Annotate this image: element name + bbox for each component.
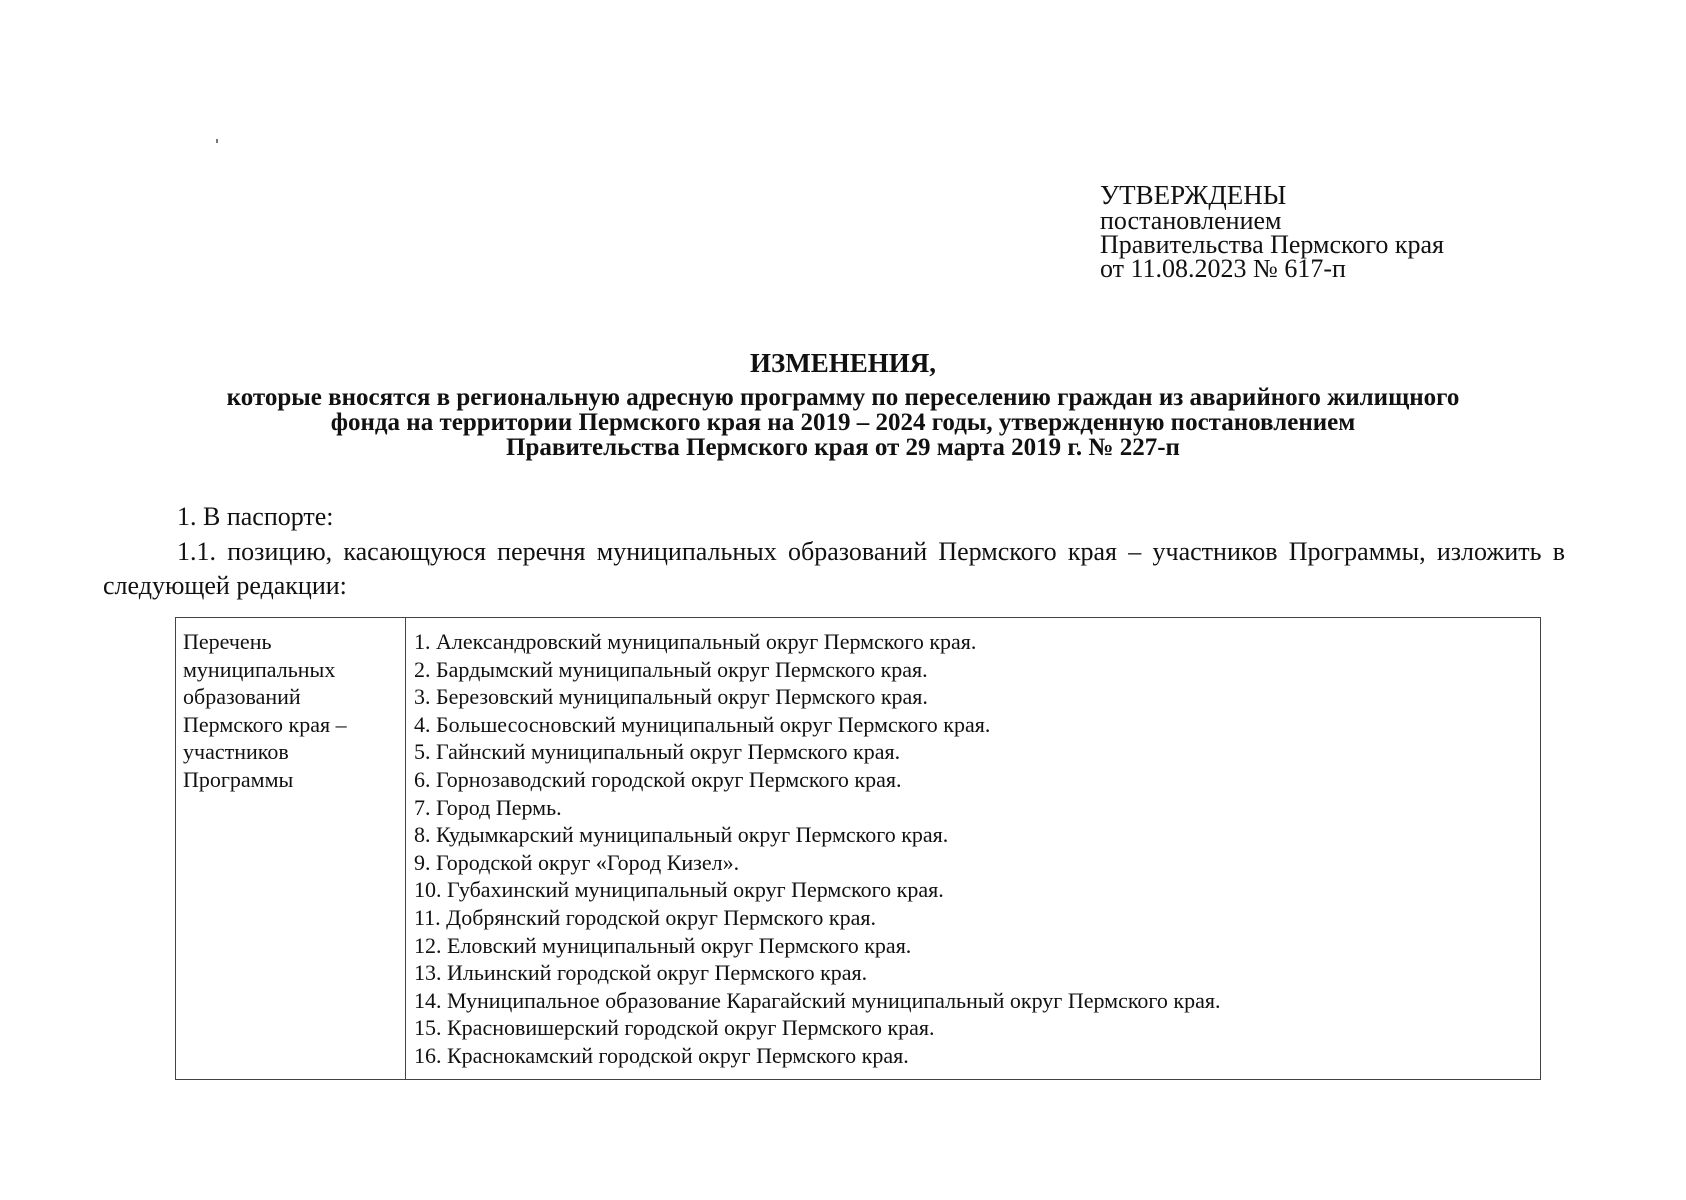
table-label-cell xyxy=(176,618,406,1080)
list-item: 8. Кудымкарский муниципальный округ Пермского края. xyxy=(414,822,949,848)
list-item: 13. Ильинский городской округ Пермского края. xyxy=(414,960,868,986)
paragraph-1-1: 1.1. позицию, касающуюся перечня муниципальных образований Пермского края – участников Программы, изложить в следующей редакции: xyxy=(103,537,1565,600)
list-item: 1. Александровский муниципальный округ Пермского края. xyxy=(414,629,977,654)
title-line-3: Правительства Пермского края от 29 марта 2019 г. № 227-п xyxy=(506,434,1180,461)
label-line: образований xyxy=(183,684,301,710)
approval-line-1: постановлением xyxy=(1100,206,1282,235)
label-line: Перечень xyxy=(183,629,272,654)
approval-heading: УТВЕРЖДЕНЫ xyxy=(1100,180,1287,210)
list-item: 4. Большесосновский муниципальный округ Пермского края. xyxy=(414,711,991,737)
label-line: Программы xyxy=(183,766,294,792)
label-line: участников xyxy=(183,739,289,765)
list-item: 14. Муниципальное образование Карагайский муниципальный округ Пермского края. xyxy=(414,987,1221,1013)
list-item: 15. Красновишерский городской округ Пермского края. xyxy=(414,1015,935,1041)
list-item: 3. Березовский муниципальный округ Пермского края. xyxy=(414,684,928,710)
label-line: муниципальных xyxy=(183,656,336,682)
participants-table xyxy=(175,617,1541,1080)
list-item: 6. Горнозаводский городской округ Пермского края. xyxy=(414,766,902,792)
list-item: 10. Губахинский муниципальный округ Пермского края. xyxy=(414,877,944,903)
document-title xyxy=(100,347,1586,460)
list-item: 5. Гайнский муниципальный округ Пермского края. xyxy=(414,739,901,765)
scan-speck xyxy=(216,139,218,143)
title-line-2: фонда на территории Пермского края на 2019 – 2024 годы, утвержденную постановлением xyxy=(330,409,1356,436)
title-main: ИЗМЕНЕНИЯ, xyxy=(749,348,936,378)
table-list-cell xyxy=(406,618,1541,1080)
table-row xyxy=(176,618,1541,1080)
list-item: 16. Краснокамский городской округ Пермского края. xyxy=(414,1042,909,1068)
list-item: 11. Добрянский городской округ Пермского края. xyxy=(414,904,876,930)
approval-line-2: Правительства Пермского края xyxy=(1100,230,1444,259)
title-line-1: которые вносятся в региональную адресную программу по переселению граждан из аварийного жилищного xyxy=(226,384,1460,411)
label-line: Пермского края – xyxy=(183,711,347,737)
approval-stamp xyxy=(1100,181,1444,281)
approval-line-3: от 11.08.2023 № 617-п xyxy=(1100,254,1346,283)
paragraph-1: 1. В паспорте: xyxy=(177,502,334,531)
list-item: 7. Город Пермь. xyxy=(414,794,562,820)
list-item: 12. Еловский муниципальный округ Пермского края. xyxy=(414,932,912,958)
list-item: 2. Бардымский муниципальный округ Пермского края. xyxy=(414,656,928,682)
list-item: 9. Городской округ «Город Кизел». xyxy=(414,849,740,875)
